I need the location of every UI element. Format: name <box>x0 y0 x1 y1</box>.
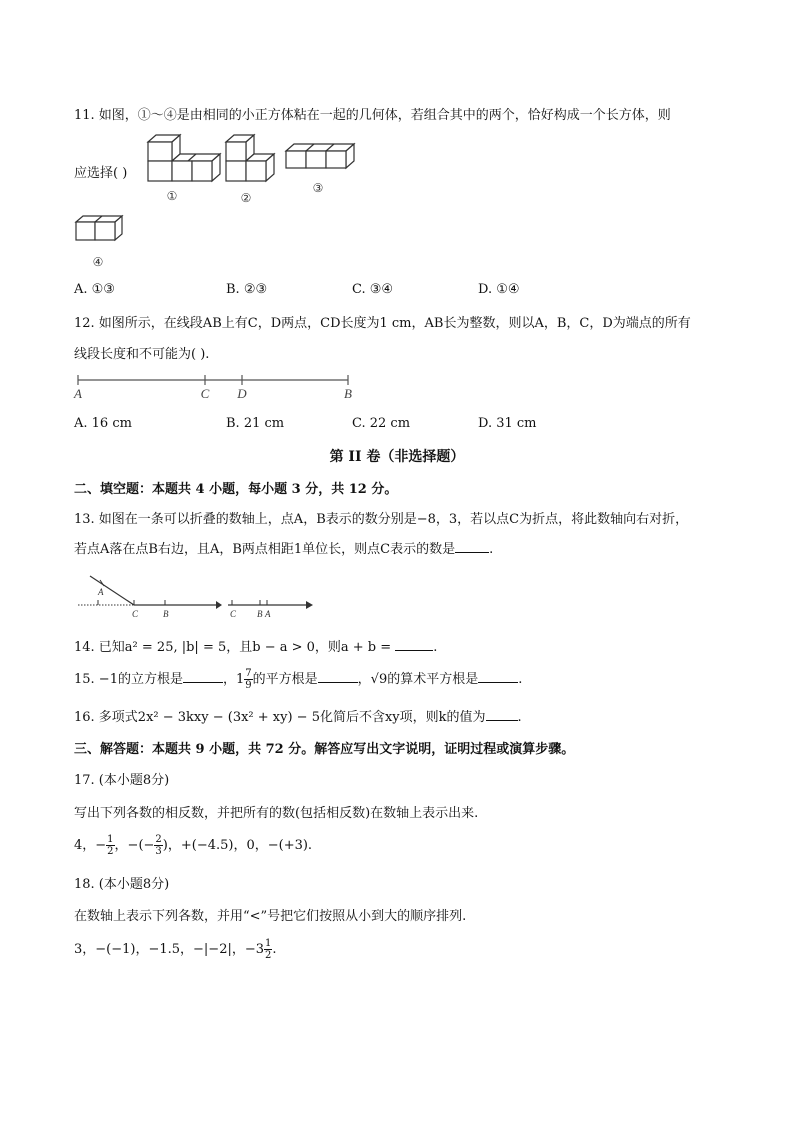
left-point-b: B <box>163 609 169 619</box>
q11-figure-4 <box>70 210 130 270</box>
q14-text: 14. 已知a² = 25, |b| = 5，且b − a > 0，则a + b = <box>74 640 392 655</box>
q15-part1: 15. −1的立方根是 <box>74 672 183 687</box>
q17-n3: )，+(−4.5)，0，−(+3). <box>162 838 313 853</box>
q17-n2: ，−(− <box>114 838 155 853</box>
q13-answer-blank <box>455 540 489 553</box>
q17-frac-2 <box>154 834 162 857</box>
q17-frac-1 <box>106 834 114 857</box>
left-point-c: C <box>132 609 139 619</box>
q18-n2: . <box>272 942 277 957</box>
q17-f1-den: 2 <box>107 846 114 857</box>
q18-n1: 3，−(−1)，−1.5，−|−2|，−3 <box>74 942 265 957</box>
q12-line2: 线段长度和不可能为( ). <box>74 347 210 362</box>
q11-line2: 应选择( ) <box>74 166 128 181</box>
q16-line <box>74 706 522 725</box>
q13-line2-text: 若点A落在点B右边，且A，B两点相距1单位长，则点C表示的数是 <box>74 542 456 557</box>
label-2: ② <box>240 191 252 205</box>
q15-part3: 的平方根是 <box>252 672 318 687</box>
q15-frac-num: 7 <box>245 668 252 679</box>
point-b: B <box>344 386 352 401</box>
q17-f2-num: 2 <box>155 834 162 845</box>
section-2-title: 第 II 卷（非选择题） <box>329 449 465 465</box>
right-point-b: B <box>257 609 263 619</box>
q18-text: 在数轴上表示下列各数，并用“<”号把它们按照从小到大的顺序排列. <box>74 909 467 924</box>
q16-end: . <box>517 710 522 725</box>
q11-option-c: C. ③④ <box>352 282 394 297</box>
q17-n1: 4，− <box>74 838 107 853</box>
q18-f-num: 1 <box>265 938 272 949</box>
q13-end: . <box>489 542 494 557</box>
q15-blank-3 <box>478 670 518 683</box>
solid-3 <box>286 144 354 168</box>
q14-end: . <box>433 640 438 655</box>
q11-option-b: B. ②③ <box>226 282 268 297</box>
section-3-heading: 三、解答题：本题共 9 小题，共 72 分。解答应写出文字说明，证明过程或演算步骤。 <box>74 742 575 757</box>
label-1: ① <box>166 189 178 203</box>
q15-end: . <box>518 672 523 687</box>
q15-line <box>74 668 522 691</box>
q12-option-c: C. 22 cm <box>352 416 411 431</box>
q17-f2-den: 3 <box>155 846 162 857</box>
q15-blank-1 <box>183 670 223 683</box>
point-a: A <box>74 386 82 401</box>
q12-segment-figure <box>70 370 370 404</box>
q12-option-b: B. 21 cm <box>226 416 285 431</box>
q17-f1-num: 1 <box>107 834 114 845</box>
solid-2 <box>226 135 274 181</box>
solid-4 <box>76 216 122 240</box>
q13-line1: 13. 如图在一条可以折叠的数轴上，点A，B表示的数分别是−8，3，若以点C为折点，将此数轴向右对折， <box>74 512 689 527</box>
q15-fraction <box>244 668 252 691</box>
q18-numbers <box>74 938 277 961</box>
label-4: ④ <box>92 255 104 269</box>
point-c: C <box>200 386 210 401</box>
q11-figure-1-3 <box>140 130 370 210</box>
left-point-a: A <box>98 587 104 597</box>
q14-answer-blank <box>395 638 433 651</box>
q16-answer-blank <box>486 708 518 721</box>
q11-line1: 11. 如图，①～④是由相同的小正方体粘在一起的几何体，若组合其中的两个，恰好构成一个长方体，则 <box>74 108 671 123</box>
q14-line <box>74 636 437 655</box>
q16-text: 16. 多项式2x² − 3kxy − (3x² + xy) − 5化简后不含xy项，则k的值为 <box>74 710 486 725</box>
q12-line1: 12. 如图所示，在线段AB上有C，D两点，CD长度为1 cm，AB长为整数，则以A，B，C，D为端点的所有 <box>74 316 691 331</box>
q17-numbers <box>74 834 312 857</box>
q15-blank-2 <box>318 670 358 683</box>
q11-option-a: A. ①③ <box>74 282 115 297</box>
q12-option-d: D. 31 cm <box>478 416 537 431</box>
label-3: ③ <box>312 181 324 195</box>
point-d: D <box>237 386 247 401</box>
right-point-a: A <box>265 609 271 619</box>
q18-title: 18. (本小题8分) <box>74 877 170 892</box>
right-point-c: C <box>230 609 237 619</box>
q15-part4: ，√9的算术平方根是 <box>357 672 479 687</box>
q17-title: 17. (本小题8分) <box>74 773 170 788</box>
section-2-heading: 二、填空题：本题共 4 小题，每小题 3 分，共 12 分。 <box>74 482 398 497</box>
q13-line2 <box>74 538 493 557</box>
q15-part2: ，1 <box>222 672 245 687</box>
q18-f-den: 2 <box>265 950 272 961</box>
solid-1 <box>148 135 220 181</box>
q15-frac-den: 9 <box>245 680 252 691</box>
q13-number-line-figure <box>70 570 320 620</box>
q17-text: 写出下列各数的相反数，并把所有的数(包括相反数)在数轴上表示出来. <box>74 806 479 821</box>
q11-option-d: D. ①④ <box>478 282 520 297</box>
q12-option-a: A. 16 cm <box>74 416 132 431</box>
